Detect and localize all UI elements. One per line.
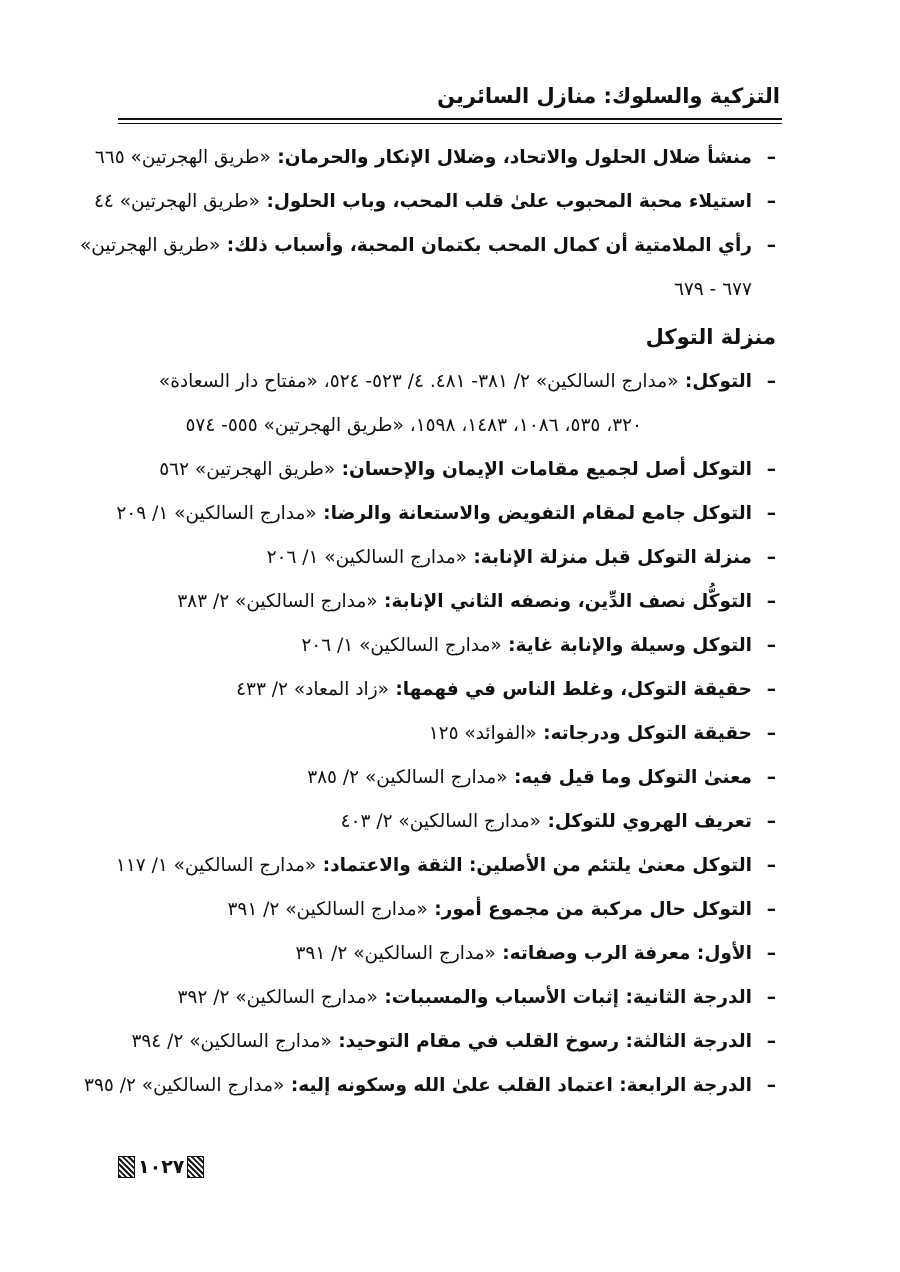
entry-heading: منزلة التوكل قبل منزلة الإنابة: — [466, 547, 752, 568]
entry-source: «مدارج السالكين» ١/ ٢٠٩ — [116, 503, 317, 524]
index-entry — [118, 536, 776, 580]
entry-dash: – — [766, 635, 776, 656]
entry-dash: – — [766, 147, 776, 168]
entry-source: «مدارج السالكين» ٢/ ٣٩١ — [227, 899, 428, 920]
index-entry — [118, 360, 776, 448]
index-entry — [84, 1064, 776, 1108]
index-entry — [93, 180, 776, 224]
ornament-icon — [118, 1156, 135, 1178]
entry-dash: – — [766, 191, 776, 212]
index-entry — [118, 624, 776, 668]
index-entry — [118, 668, 776, 712]
entry-source: «طريق الهجرتين» ٦٦٥ — [94, 147, 271, 168]
entry-heading: الأول: معرفة الرب وصفاته: — [495, 943, 752, 964]
index-entry — [94, 136, 776, 180]
entry-heading: التوكل وسيلة والإنابة غاية: — [501, 635, 752, 656]
entry-source: «الفوائد» ١٢٥ — [428, 723, 537, 744]
entry-source: «مدارج السالكين» ١/ ٢٠٦ — [266, 547, 467, 568]
entry-dash: – — [766, 723, 776, 744]
entry-heading: الدرجة الثانية: إثبات الأسباب والمسببات: — [377, 987, 752, 1008]
entry-dash: – — [766, 547, 776, 568]
entry-heading: حقيقة التوكل ودرجاته: — [536, 723, 752, 744]
entry-source: «زاد المعاد» ٢/ ٤٣٣ — [236, 679, 389, 700]
entry-heading: استيلاء محبة المحبوب علىٰ قلب المحب، وباب الحلول: — [260, 191, 752, 212]
entry-heading: الدرجة الرابعة: اعتماد القلب علىٰ الله وسكونه إليه: — [284, 1075, 752, 1096]
index-entry — [118, 712, 776, 756]
entry-heading: منشأ ضلال الحلول والاتحاد، وضلال الإنكار والحرمان: — [270, 147, 752, 168]
entry-heading: التوكُّل نصف الدِّين، ونصفه الثاني الإنابة: — [377, 591, 752, 612]
index-entry — [118, 492, 776, 536]
header-rule-thin — [118, 123, 782, 124]
entry-source: «مدارج السالكين» ٢/ ٣٩١ — [295, 943, 496, 964]
entry-continuation: ٣٢٠، ٥٣٥، ١٠٨٦، ١٤٨٣، ١٥٩٨، «طريق الهجرتين» ٥٥٥- ٥٧٤ — [185, 415, 642, 436]
entry-source: «مدارج السالكين» ٢/ ٣٩٤ — [131, 1031, 332, 1052]
page-number: ١٠٢٧ — [138, 1156, 185, 1178]
entry-dash: – — [766, 459, 776, 480]
entry-dash: – — [766, 679, 776, 700]
entry-dash: – — [766, 1075, 776, 1096]
header-rule-thick — [118, 118, 782, 120]
entry-heading: الدرجة الثالثة: رسوخ القلب في مقام التوحيد: — [331, 1031, 752, 1052]
entry-source: «مدارج السالكين» ١/ ٢٠٦ — [301, 635, 502, 656]
entry-dash: – — [766, 235, 776, 256]
index-content — [79, 136, 776, 1108]
index-entry — [118, 976, 776, 1020]
index-entry — [118, 932, 776, 976]
index-entry — [79, 224, 776, 312]
entry-heading: حقيقة التوكل، وغلط الناس في فهمها: — [388, 679, 752, 700]
entry-dash: – — [766, 855, 776, 876]
entry-heading: معنىٰ التوكل وما قيل فيه: — [507, 767, 752, 788]
section-title: منزلة التوكل — [645, 325, 776, 349]
entry-heading: التوكل حال مركبة من مجموع أمور: — [427, 899, 752, 920]
entry-dash: – — [766, 1031, 776, 1052]
entry-heading: التوكل معنىٰ يلتئم من الأصلين: الثقة والاعتماد: — [316, 855, 752, 876]
entry-source: «مدارج السالكين» ٢/ ٣٨٣ — [177, 591, 378, 612]
index-entry — [118, 756, 776, 800]
entry-heading: رأي الملامتية أن كمال المحب بكتمان المحبة، وأسباب ذلك: — [220, 235, 752, 256]
entry-dash: – — [766, 987, 776, 1008]
entry-dash: – — [766, 503, 776, 524]
index-entry — [118, 580, 776, 624]
entry-dash: – — [766, 767, 776, 788]
entry-source: «مدارج السالكين» ١/ ١١٧ — [115, 855, 317, 876]
entry-source: «طريق الهجرتين» ٥٦٢ — [159, 459, 336, 480]
index-entry — [118, 448, 776, 492]
entry-dash: – — [766, 591, 776, 612]
entry-heading: التوكل: — [678, 371, 752, 392]
entry-heading: التوكل أصل لجميع مقامات الإيمان والإحسان: — [335, 459, 752, 480]
page-number-block — [118, 1156, 204, 1178]
entry-source: «مدارج السالكين» ٢/ ٤٠٣ — [340, 811, 542, 832]
entry-dash: – — [766, 371, 776, 392]
entry-source: «مدارج السالكين» ٢/ ٣٨١- ٤٨١. ٤/ ٥٢٣- ٥٢٤، «مفتاح دار السعادة» — [158, 371, 679, 392]
entry-source: «طريق الهجرتين» ٤٤ — [93, 191, 261, 212]
index-entry — [118, 1020, 776, 1064]
index-entry — [118, 800, 776, 844]
running-head: التزكية والسلوك: منازل السائرين — [437, 84, 780, 108]
entry-source: «طريق الهجرتين» — [79, 235, 221, 256]
entry-heading: تعريف الهروي للتوكل: — [541, 811, 752, 832]
entry-dash: – — [766, 811, 776, 832]
entry-continuation: ٦٧٧ - ٦٧٩ — [673, 279, 752, 300]
entry-source: «مدارج السالكين» ٢/ ٣٨٥ — [307, 767, 508, 788]
entry-dash: – — [766, 943, 776, 964]
ornament-icon — [187, 1156, 204, 1178]
index-entry — [115, 844, 776, 888]
entry-source: «مدارج السالكين» ٢/ ٣٩٥ — [84, 1075, 285, 1096]
entry-source: «مدارج السالكين» ٢/ ٣٩٢ — [177, 987, 378, 1008]
entry-dash: – — [766, 899, 776, 920]
entry-heading: التوكل جامع لمقام التفويض والاستعانة والرضا: — [316, 503, 752, 524]
index-entry — [118, 888, 776, 932]
